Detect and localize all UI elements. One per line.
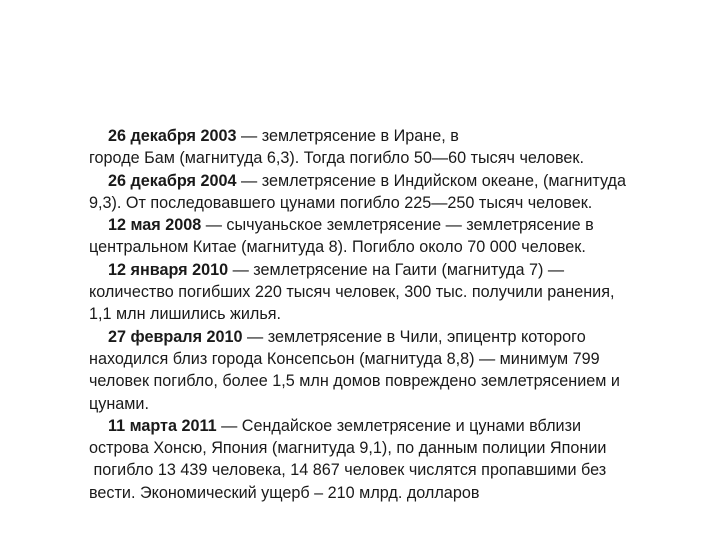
- event-date: 26 декабря 2004: [108, 171, 237, 190]
- event-text: — землетрясение в Иране, в: [236, 127, 459, 145]
- event-line: городе Бам (магнитуда 6,3). Тогда погибло 50—60 тысяч человек.: [89, 149, 584, 168]
- event-date: 27 февраля 2010: [108, 327, 243, 346]
- event-line: вести. Экономический ущерб – 210 млрд. долларов: [89, 483, 480, 502]
- event-2008: [70, 214, 670, 259]
- event-line: острова Хонсю, Япония (магнитуда 9,1), по данным полиции Японии: [89, 439, 607, 458]
- event-line: [70, 415, 670, 437]
- event-text: — Сендайское землетрясение и цунами вблизи: [216, 416, 582, 435]
- event-2004: [70, 170, 670, 215]
- event-2003: [70, 125, 670, 170]
- event-line: [70, 125, 670, 147]
- event-2010-haiti: [70, 259, 670, 326]
- event-date: 11 марта 2011: [108, 416, 217, 435]
- event-line: 1,1 млн лишились жилья.: [89, 305, 282, 324]
- event-text: — землетрясение на Гаити (магнитуда 7) —: [228, 260, 565, 279]
- event-text: — землетрясение в Чили, эпицентр которого: [242, 327, 586, 346]
- event-line: погибло 13 439 человека, 14 867 человек числятся пропавшими без: [89, 461, 607, 480]
- event-line: [70, 214, 670, 236]
- event-line: количество погибших 220 тысяч человек, 300 тыс. получили ранения,: [89, 283, 615, 302]
- event-date: 12 января 2010: [108, 260, 229, 279]
- event-line: человек погибло, более 1,5 млн домов повреждено землетрясением и: [89, 372, 620, 391]
- event-date: 26 декабря 2003: [108, 127, 237, 145]
- event-text: — землетрясение в Индийском океане, (магнитуда: [236, 171, 626, 190]
- event-line: [70, 170, 670, 192]
- event-date: 12 мая 2008: [108, 216, 202, 235]
- event-2010-chile: [70, 326, 670, 415]
- event-line: находился близ города Консепсьон (магнитуда 8,8) — минимум 799: [89, 349, 600, 368]
- event-line: 9,3). От последовавшего цунами погибло 225—250 тысяч человек.: [89, 193, 593, 212]
- event-line: [70, 259, 670, 281]
- event-2011: [70, 415, 670, 504]
- event-line: центральном Китае (магнитуда 8). Погибло около 70 000 человек.: [89, 238, 586, 257]
- event-text: — сычуаньское землетрясение — землетрясение в: [201, 216, 594, 235]
- event-line: [70, 326, 670, 348]
- event-line: цунами.: [89, 394, 149, 413]
- earthquake-list: [70, 125, 670, 504]
